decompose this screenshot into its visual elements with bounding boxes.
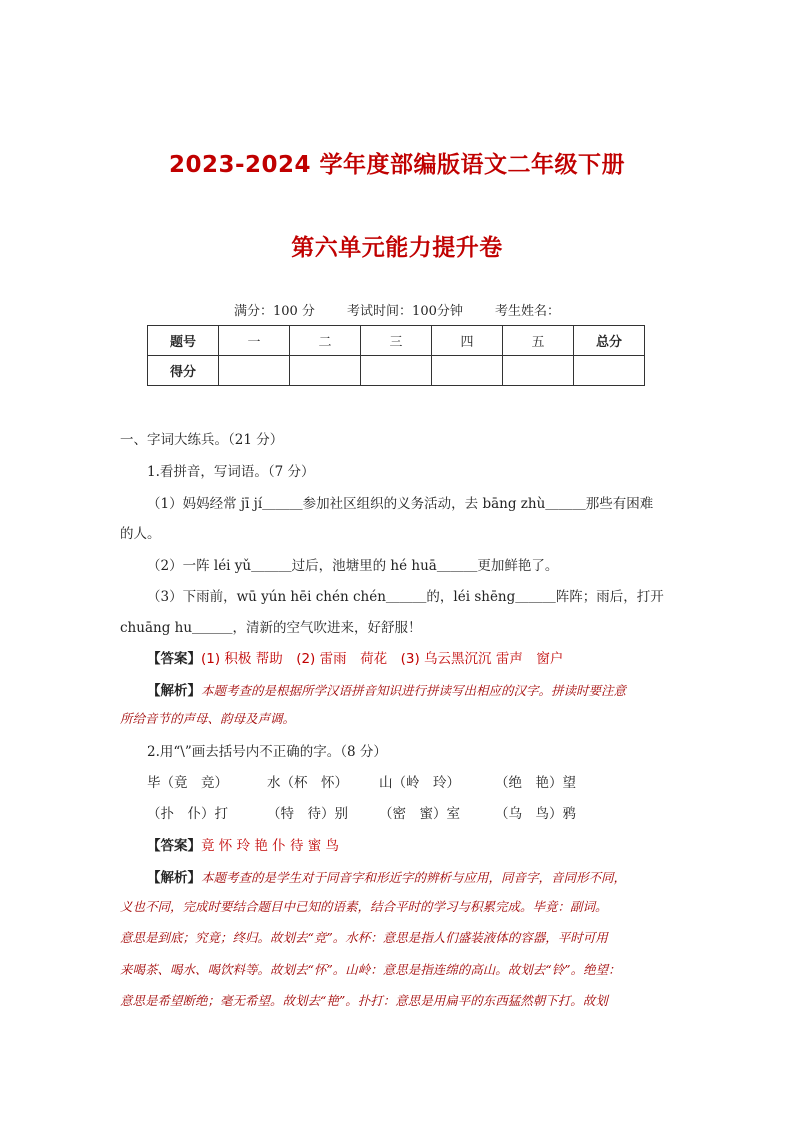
score-input-cell (432, 356, 503, 386)
score-table (147, 325, 645, 386)
document-title: 2023-2024 学年度部编版语文二年级下册 (168, 152, 626, 178)
document-subtitle: 第六单元能力提升卷 (291, 235, 503, 261)
answer-tag: 【答案】 (147, 651, 201, 667)
analysis-text: 意思是希望断绝；毫无希望。故划去“艳”。扑打：意思是用扁平的东西猛然朝下打。故划 (120, 993, 608, 1008)
score-input-cell (574, 356, 645, 386)
choice-item: 毕（竟 竞） (147, 775, 228, 791)
score-table-score-row (148, 356, 645, 386)
score-input-cell (290, 356, 361, 386)
analysis-text: 意思是到底；究竟；终归。故划去“竞”。水杯：意思是指人们盛装液体的容器，平时可用 (120, 930, 608, 945)
choice-item: （特 待）别 (267, 806, 348, 822)
question-line: （1）妈妈经常 jī jí＿＿＿参加社区组织的义务活动，去 bāng zhù＿＿＿那些有困难 (147, 496, 654, 512)
section-heading: 一、字词大练兵。（21 分） (120, 432, 284, 448)
score-input-cell (361, 356, 432, 386)
question-line: （3）下雨前，wū yún hēi chén chén＿＿＿的，léi shēng＿＿＿阵阵；雨后，打开 (147, 589, 664, 605)
full-score: 满分：100 分 (233, 304, 315, 319)
score-input-cell (503, 356, 574, 386)
choice-item: （绝 艳）望 (495, 775, 576, 791)
question-line: （2）一阵 léi yǔ＿＿＿过后，池塘里的 hé huā＿＿＿更加鲜艳了。 (147, 558, 559, 574)
analysis-line (147, 679, 626, 699)
choice-item: （乌 鸟）鸦 (495, 806, 576, 822)
score-input-cell (219, 356, 290, 386)
analysis-text: 所给音节的声母、韵母及声调。 (120, 711, 296, 726)
table-cell: 三 (361, 326, 432, 356)
analysis-text: 来喝茶、喝水、喝饮料等。故划去“怀”。山岭：意思是指连绵的高山。故划去“铃”。绝望： (120, 962, 621, 977)
score-table-header-row (148, 326, 645, 356)
analysis-text: 本题考查的是学生对于同音字和形近字的辨析与应用，同音字，音同形不同， (201, 870, 627, 885)
choice-row (147, 771, 576, 791)
answer-line (147, 647, 563, 667)
question-line: chuāng hu＿＿＿，清新的空气吹进来，好舒服！ (120, 620, 422, 636)
table-cell: 一 (219, 326, 290, 356)
analysis-line (147, 866, 626, 886)
question-title: 2.用“\”画去括号内不正确的字。（8 分） (147, 744, 387, 760)
choice-row (147, 802, 576, 822)
choice-item: （密 蜜）室 (379, 806, 460, 822)
table-cell: 四 (432, 326, 503, 356)
choice-item: （扑 仆）打 (147, 806, 228, 822)
table-cell: 总分 (574, 326, 645, 356)
exam-meta (0, 300, 794, 319)
analysis-text: 义也不同，完成时要结合题目中已知的语素，结合平时的学习与积累完成。毕竟：副词。 (120, 899, 608, 914)
answer-tag: 【答案】 (147, 838, 201, 854)
choice-item: 山（岭 玲） (379, 775, 460, 791)
answer-text: (1) 积极 帮助 (2) 雷雨 荷花 (3) 乌云黑沉沉 雷声 窗户 (201, 651, 564, 667)
table-cell: 五 (503, 326, 574, 356)
analysis-tag: 【解析】 (147, 870, 201, 886)
analysis-text: 本题考查的是根据所学汉语拼音知识进行拼读写出相应的汉字。拼读时要注意 (201, 683, 627, 698)
student-name-label: 考生姓名： (495, 304, 561, 319)
table-cell: 题号 (148, 326, 219, 356)
exam-time: 考试时间：100分钟 (347, 304, 463, 319)
question-title: 1.看拼音，写词语。（7 分） (147, 464, 315, 480)
answer-line (147, 834, 339, 854)
choice-item: 水（杯 怀） (267, 775, 348, 791)
table-cell: 二 (290, 326, 361, 356)
analysis-tag: 【解析】 (147, 683, 201, 699)
question-line: 的人。 (120, 526, 161, 542)
table-cell: 得分 (148, 356, 219, 386)
answer-text: 竟 怀 玲 艳 仆 待 蜜 鸟 (201, 838, 340, 854)
